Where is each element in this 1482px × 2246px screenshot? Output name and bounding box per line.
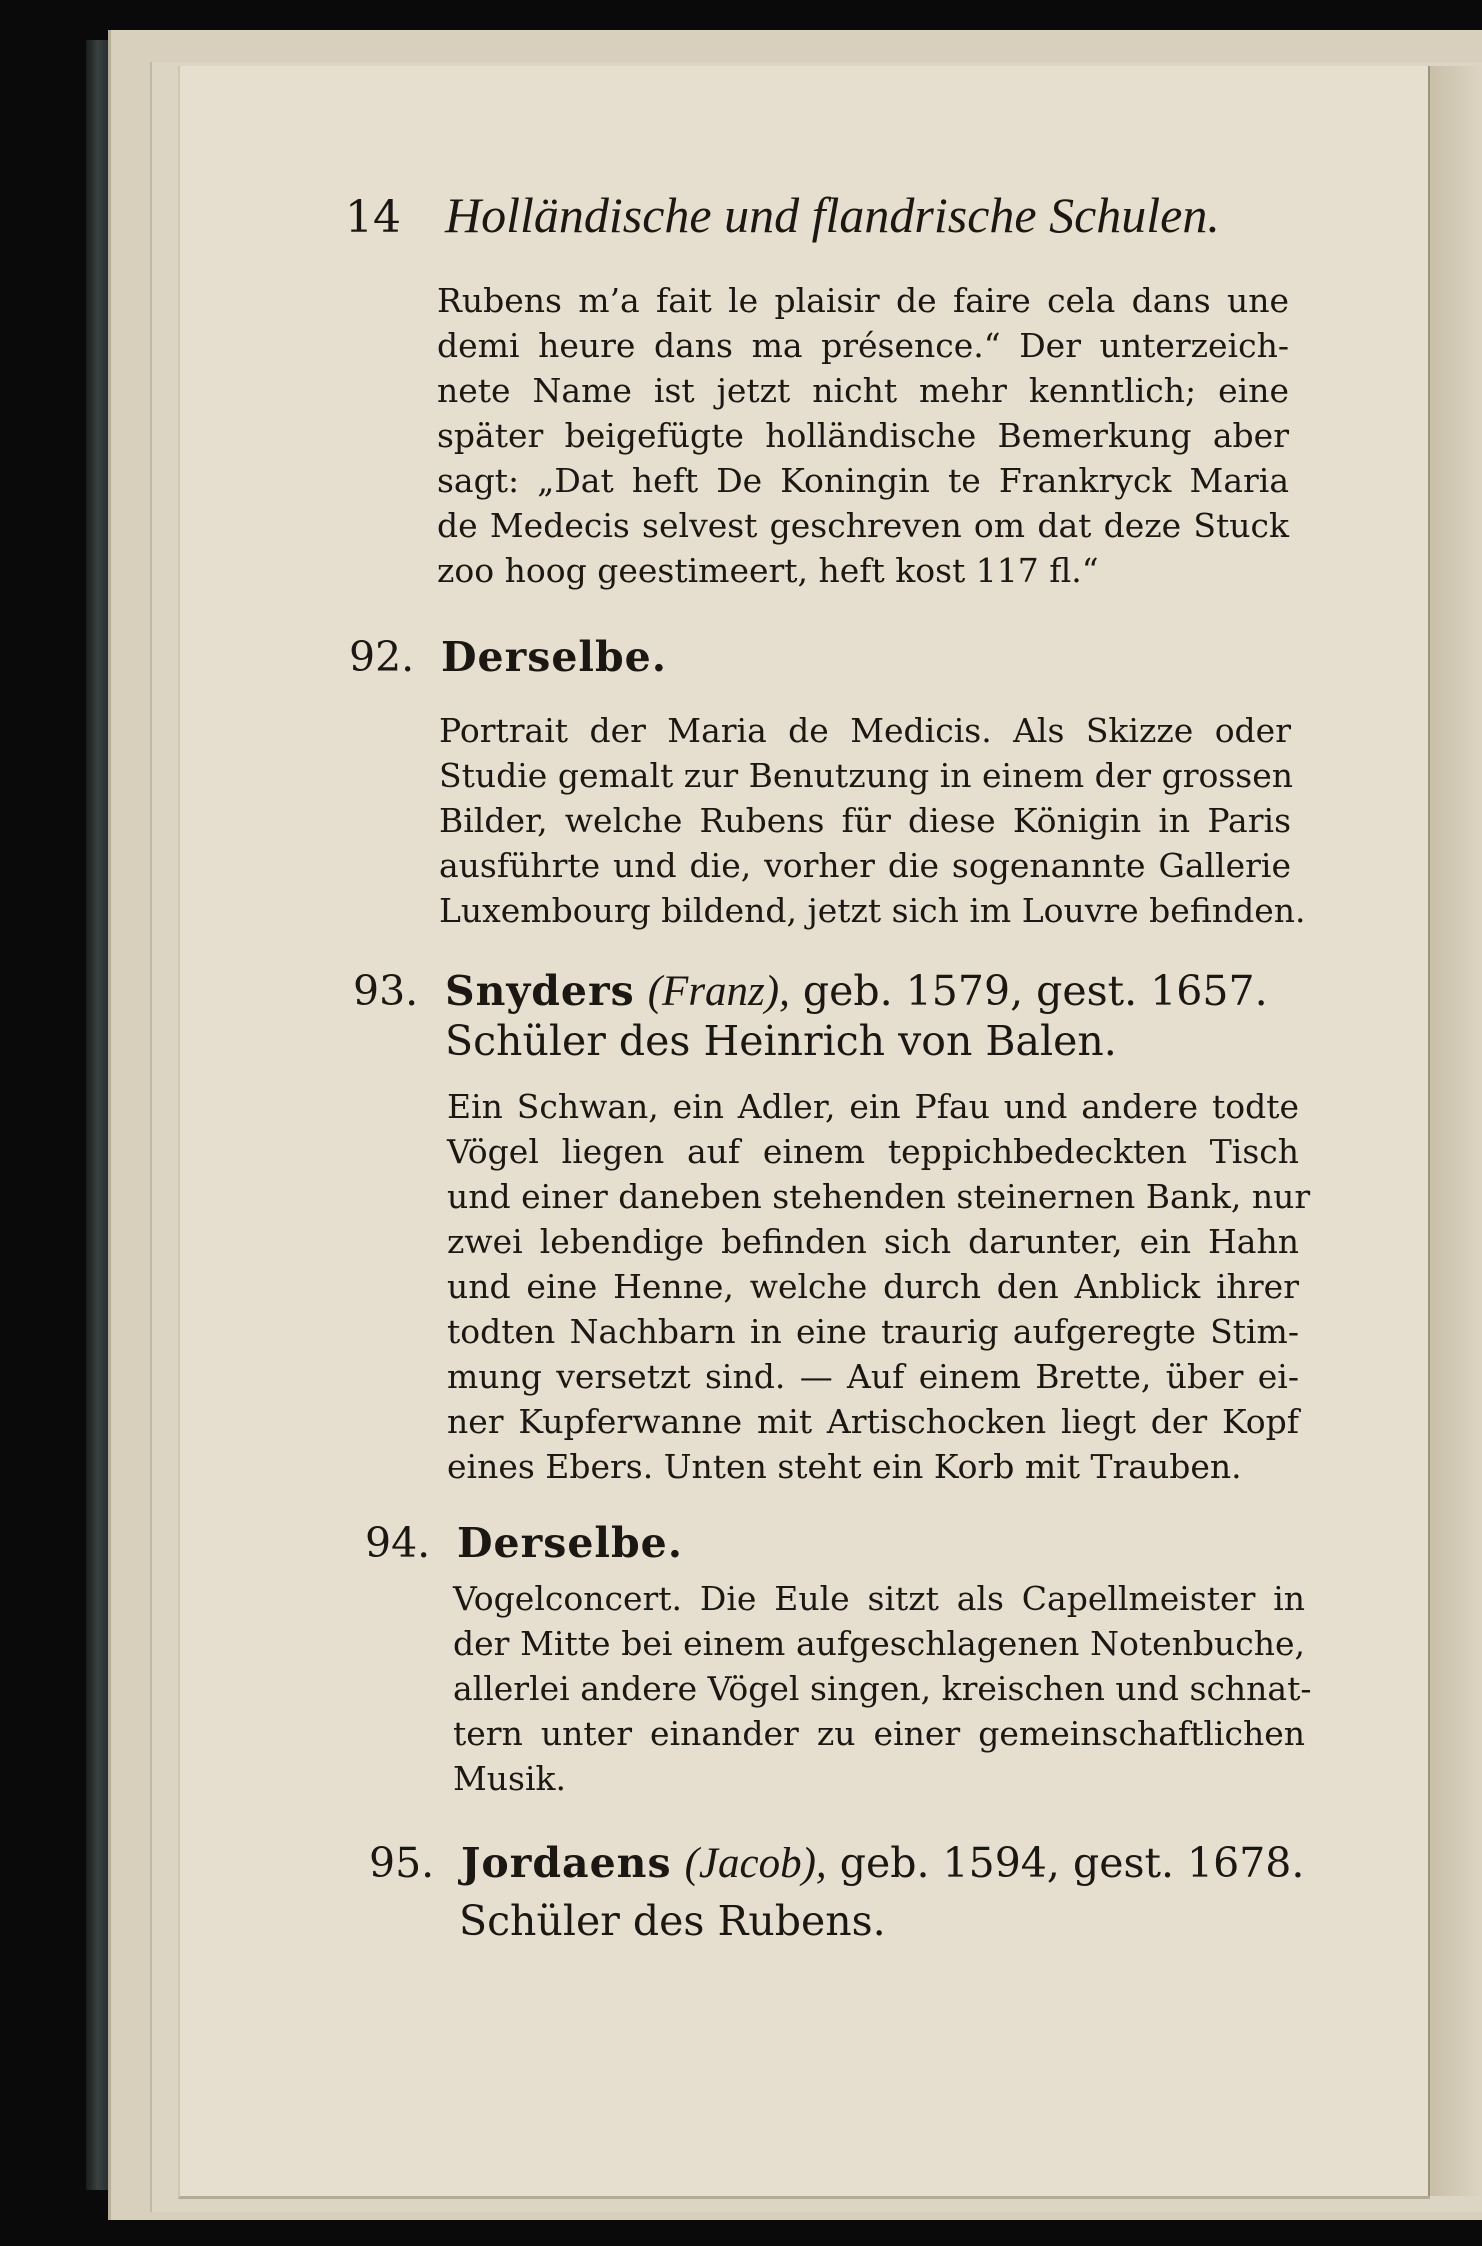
text-line: todten Nachbarn in eine traurig aufgeregte Stim- (447, 1312, 1299, 1351)
text-line: tern unter einander zu einer gemeinschaftlichen (453, 1714, 1305, 1753)
entry-92-text (439, 708, 1306, 933)
entry-number: 92. (349, 633, 415, 681)
text-line: Vögel liegen auf einem teppichbedeckten Tisch (447, 1132, 1299, 1171)
artist-dates: geb. 1579, gest. 1657. (802, 967, 1268, 1015)
entry-95-heading (369, 1838, 1319, 1889)
entry-94-heading (365, 1518, 683, 1568)
text-line: allerlei andere Vögel singen, kreischen und schnat- (453, 1669, 1312, 1708)
intro-paragraph (437, 278, 1289, 593)
text-line: und eine Henne, welche durch den Anblick ihrer (447, 1267, 1299, 1306)
running-header (345, 188, 1245, 245)
text-line: Ein Schwan, ein Adler, ein Pfau und andere todte (447, 1087, 1299, 1126)
artist-teacher: Schüler des Heinrich von Balen. (445, 1017, 1117, 1065)
entry-number: 94. (365, 1519, 431, 1567)
artist-name: Derselbe. (441, 633, 668, 681)
artist-dates: geb. 1594, gest. 1678. (839, 1839, 1305, 1887)
artist-teacher: Schüler des Rubens. (459, 1897, 886, 1945)
text-line: Rubens m’a fait le plaisir de faire cela dans une (437, 281, 1289, 320)
text-line: sagt: „Dat heft De Koningin te Frankryck Maria (437, 461, 1289, 500)
text-line: Portrait der Maria de Medicis. Als Skizze oder (439, 711, 1291, 750)
entry-92-heading (349, 632, 667, 682)
entry-93-teacher (445, 1016, 1117, 1066)
entry-95-teacher (459, 1896, 886, 1946)
entry-93-text (447, 1084, 1311, 1489)
page-number: 14 (345, 192, 401, 243)
text-line: Vogelconcert. Die Eule sitzt als Capellmeister in (453, 1579, 1305, 1618)
entry-number: 95. (369, 1839, 435, 1887)
text-line: zwei lebendige befinden sich darunter, ein Hahn (447, 1222, 1299, 1261)
text-line: Bilder, welche Rubens für diese Königin in Paris (439, 801, 1291, 840)
artist-given-name: (Jacob), (684, 1840, 827, 1887)
artist-name: Snyders (445, 967, 635, 1015)
entry-94-text (453, 1576, 1312, 1801)
text-line: später beigefügte holländische Bemerkung aber (437, 416, 1289, 455)
entry-number: 93. (353, 967, 419, 1015)
text-line: der Mitte bei einem aufgeschlagenen Notenbuche, (453, 1624, 1305, 1663)
text-line: Luxembourg bildend, jetzt sich im Louvre befinden. (439, 891, 1306, 930)
text-line: demi heure dans ma présence.“ Der unterzeich- (437, 326, 1289, 365)
entry-93-heading (353, 966, 1303, 1017)
text-line: de Medecis selvest geschreven om dat deze Stuck (437, 506, 1289, 545)
text-line: ausführte und die, vorher die sogenannte Gallerie (439, 846, 1291, 885)
text-line: zoo hoog geestimeert, heft kost 117 fl.“ (437, 551, 1099, 590)
text-line: ner Kupferwanne mit Artischocken liegt der Kopf (447, 1402, 1299, 1441)
text-line: nete Name ist jetzt nicht mehr kenntlich; eine (437, 371, 1289, 410)
artist-name: Jordaens (461, 1839, 672, 1887)
text-line: Musik. (453, 1759, 567, 1798)
text-line: Studie gemalt zur Benutzung in einem der grossen (439, 756, 1293, 795)
artist-name: Derselbe. (457, 1519, 684, 1567)
artist-given-name: (Franz), (647, 968, 790, 1015)
text-line: und einer daneben stehenden steinernen Bank, nur (447, 1177, 1311, 1216)
running-title: Holländische und flandrische Schulen. (445, 187, 1220, 243)
text-line: mung versetzt sind. — Auf einem Brette, über ei- (447, 1357, 1299, 1396)
text-line: eines Ebers. Unten steht ein Korb mit Trauben. (447, 1447, 1242, 1486)
